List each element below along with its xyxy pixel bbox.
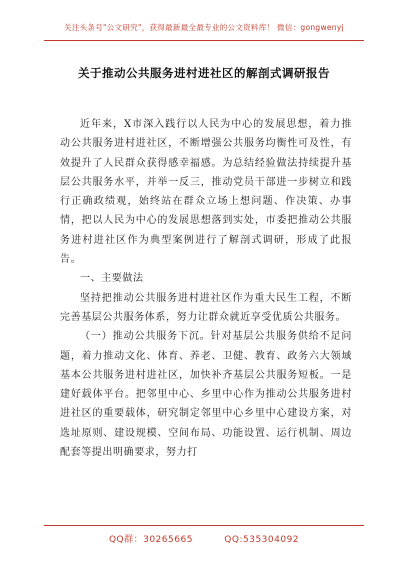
header-banner: 关注头条号"公文研究"，获得最新最全最专业的公文资料库！ 微信：gongwenyj bbox=[64, 23, 344, 32]
footer-qq-group: QQ群：30265665 bbox=[108, 535, 193, 545]
footer-divider bbox=[44, 525, 364, 526]
paragraph-overview: 坚持把推动公共服务进村进社区作为重大民生工程，不断完善基层公共服务体系，努力让群众就近享受优质公共服务。 bbox=[60, 292, 352, 323]
header-divider bbox=[44, 40, 364, 41]
footer-banner bbox=[0, 532, 408, 545]
footer-qq: QQ:535304092 bbox=[224, 535, 300, 545]
paragraph-subsection-1: （一）推动公共服务下沉。针对基层公共服务供给不足问题，着力推动文化、体育、养老、卫健、教育、政务六大领域基本公共服务进村进社区，加快补齐基层公共服务短板。一是建好载体平台。把邻里中心、乡里中心作为推动公共服务进村进社区的重要载体，研究制定邻里中心乡里中心建设方案，对选址原则、建设规模、空间布局、功能设置、运行机制、周边配套等提出明确要求，努力打 bbox=[60, 331, 352, 459]
paragraph-intro: 近年来，X市深入践行以人民为中心的发展思想，着力推动公共服务进村进社区，不断增强公共服务均衡性可及性，有效提升了人民群众获得感幸福感。为总结经验做法持续提升基层公共服务水平，并举一反三，推动党员干部进一步树立和践行正确政绩观，始终站在群众立场上想问题、作决策、办事情，把以人民为中心的发展思想落到实处，市委把推动公共服务进村进社区作为典型案例进行了解剖式调研，形成了此报告。 bbox=[60, 119, 352, 266]
section-heading-main-practices: 一、主要做法 bbox=[80, 273, 144, 285]
document-title: 关于推动公共服务进村进社区的解剖式调研报告 bbox=[78, 66, 330, 80]
document-body bbox=[60, 115, 352, 462]
